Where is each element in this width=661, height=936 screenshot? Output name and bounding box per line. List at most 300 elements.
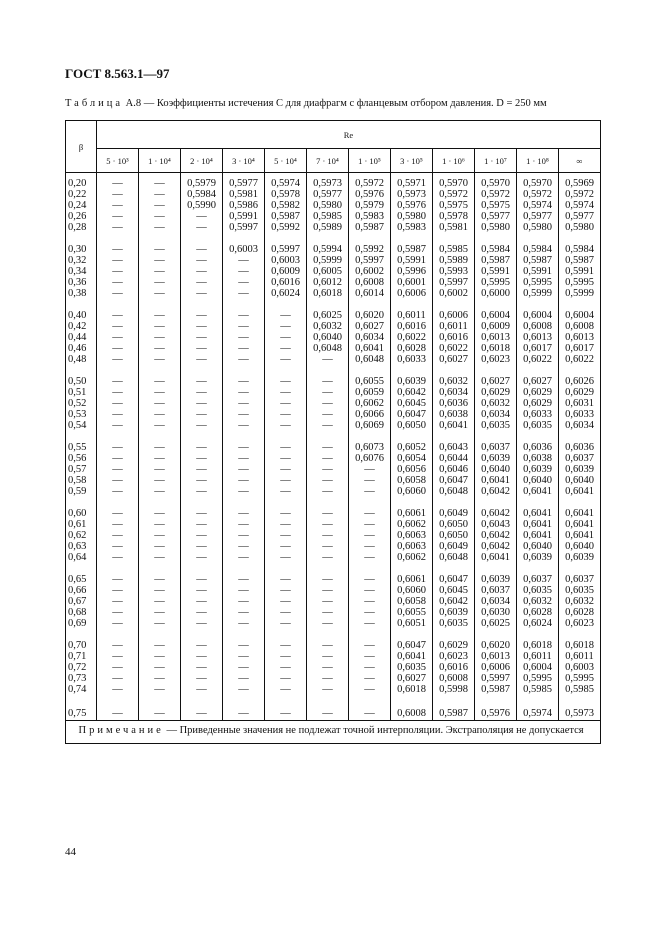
coefficient-cell: — [349, 486, 391, 497]
coefficient-cell: — [97, 673, 139, 684]
coefficient-cell: 0,5978 [433, 211, 475, 222]
coefficient-cell: 0,5987 [391, 244, 433, 255]
table-row [66, 464, 601, 475]
coefficient-cell: 0,5976 [349, 189, 391, 200]
spacer-cell [391, 233, 433, 244]
coefficient-cell: 0,6026 [559, 376, 601, 387]
spacer-cell [139, 629, 181, 640]
coefficient-cell: — [97, 376, 139, 387]
coefficient-cell: — [349, 552, 391, 563]
re-column-header: 3 · 10⁴ [223, 149, 265, 173]
coefficient-cell: — [349, 706, 391, 721]
coefficient-cell: 0,5997 [475, 673, 517, 684]
coefficient-cell: 0,6023 [433, 651, 475, 662]
spacer-cell [517, 365, 559, 376]
coefficient-cell: 0,6034 [475, 596, 517, 607]
coefficient-cell: — [139, 541, 181, 552]
coefficient-cell: 0,6041 [559, 508, 601, 519]
table-row [66, 387, 601, 398]
table-row [66, 508, 601, 519]
coefficient-cell: — [97, 420, 139, 431]
coefficient-cell: — [139, 420, 181, 431]
coefficient-cell: — [307, 640, 349, 651]
coefficient-cell: 0,6027 [349, 321, 391, 332]
coefficient-cell: — [349, 541, 391, 552]
coefficient-cell: 0,6000 [475, 288, 517, 299]
spacer-cell [307, 629, 349, 640]
coefficient-cell: 0,6059 [349, 387, 391, 398]
coefficient-cell: — [223, 343, 265, 354]
coefficient-cell: — [181, 255, 223, 266]
spacer-cell [391, 365, 433, 376]
coefficient-cell: — [223, 475, 265, 486]
coefficient-cell: 0,6016 [433, 662, 475, 673]
coefficient-cell: 0,5996 [391, 266, 433, 277]
coefficient-cell: 0,5985 [559, 684, 601, 695]
coefficient-cell: 0,6027 [475, 376, 517, 387]
coefficient-cell: — [181, 277, 223, 288]
coefficient-cell: — [181, 244, 223, 255]
coefficient-cell: 0,5982 [265, 200, 307, 211]
coefficient-cell: — [139, 453, 181, 464]
coefficient-cell: 0,6039 [475, 453, 517, 464]
coefficient-cell: — [181, 387, 223, 398]
spacer-cell [97, 431, 139, 442]
spacer-cell [181, 497, 223, 508]
coefficient-cell: — [307, 398, 349, 409]
coefficient-cell: — [97, 541, 139, 552]
coefficient-cell: — [97, 398, 139, 409]
coefficient-cell: 0,6011 [517, 651, 559, 662]
beta-cell: 0,52 [66, 398, 97, 409]
coefficient-cell: 0,5984 [475, 244, 517, 255]
beta-cell: 0,20 [66, 178, 97, 189]
coefficient-cell: 0,6001 [391, 277, 433, 288]
coefficient-cell: 0,6006 [475, 662, 517, 673]
coefficient-cell: — [223, 607, 265, 618]
coefficient-cell: — [181, 618, 223, 629]
coefficient-cell: — [223, 464, 265, 475]
spacer-cell [307, 695, 349, 706]
coefficient-cell: 0,5983 [349, 211, 391, 222]
spacer-cell [223, 299, 265, 310]
spacer-cell [433, 563, 475, 574]
coefficient-cell: — [223, 662, 265, 673]
coefficient-cell: 0,6009 [265, 266, 307, 277]
coefficient-cell: — [265, 310, 307, 321]
coefficient-cell: 0,6035 [391, 662, 433, 673]
coefficient-cell: 0,5994 [307, 244, 349, 255]
coefficient-cell: 0,5974 [517, 200, 559, 211]
coefficient-cell: — [265, 706, 307, 721]
coefficient-cell: 0,6041 [559, 486, 601, 497]
coefficient-cell: 0,6050 [433, 530, 475, 541]
coefficient-cell: 0,6047 [433, 475, 475, 486]
re-column-header: 5 · 10⁴ [265, 149, 307, 173]
spacer-cell [181, 695, 223, 706]
table-row [66, 266, 601, 277]
coefficient-cell: 0,6022 [433, 343, 475, 354]
coefficient-cell: — [265, 530, 307, 541]
spacer-cell [349, 563, 391, 574]
caption-text: А.8 — Коэффициенты истечения C для диафрагм с фланцевым отбором давления. D = 250 мм [123, 98, 547, 109]
table-row [66, 398, 601, 409]
coefficient-cell: 0,5977 [475, 211, 517, 222]
coefficient-cell: 0,5980 [391, 211, 433, 222]
coefficient-cell: — [349, 530, 391, 541]
coefficient-cell: — [223, 310, 265, 321]
spacer-cell [559, 695, 601, 706]
coefficient-cell: — [97, 706, 139, 721]
coefficient-cell: — [181, 321, 223, 332]
coefficient-cell: — [97, 453, 139, 464]
coefficient-cell: — [97, 508, 139, 519]
coefficient-cell: — [139, 354, 181, 365]
beta-cell: 0,65 [66, 574, 97, 585]
coefficient-cell: — [307, 387, 349, 398]
coefficient-cell: — [349, 519, 391, 530]
coefficient-cell: — [307, 585, 349, 596]
coefficient-cell: — [139, 640, 181, 651]
coefficient-cell: — [349, 673, 391, 684]
coefficient-cell: 0,6062 [391, 519, 433, 530]
coefficient-cell: 0,5973 [559, 706, 601, 721]
beta-cell: 0,56 [66, 453, 97, 464]
coefficient-cell: 0,5977 [559, 211, 601, 222]
spacer-cell [307, 365, 349, 376]
coefficient-cell: 0,6062 [349, 398, 391, 409]
spacer-cell [66, 299, 97, 310]
spacer-cell [139, 563, 181, 574]
note-label: Примечание [78, 725, 164, 736]
coefficient-cell: — [307, 673, 349, 684]
coefficient-cell: — [139, 552, 181, 563]
coefficient-cell: 0,6058 [391, 475, 433, 486]
coefficient-cell: 0,6030 [475, 607, 517, 618]
spacer-cell [475, 299, 517, 310]
beta-cell: 0,67 [66, 596, 97, 607]
coefficient-cell: 0,6040 [559, 541, 601, 552]
spacer-cell [223, 629, 265, 640]
beta-cell: 0,54 [66, 420, 97, 431]
coefficient-cell: 0,6004 [517, 310, 559, 321]
coefficients-table [65, 120, 601, 744]
spacer-cell [139, 695, 181, 706]
coefficient-cell: 0,6062 [391, 552, 433, 563]
coefficient-cell: 0,6013 [475, 651, 517, 662]
spacer-cell [307, 233, 349, 244]
coefficient-cell: — [181, 486, 223, 497]
coefficient-cell: 0,5997 [433, 277, 475, 288]
spacer-cell [391, 299, 433, 310]
coefficient-cell: 0,5970 [517, 178, 559, 189]
coefficient-cell: — [223, 376, 265, 387]
spacer-cell [517, 563, 559, 574]
coefficient-cell: 0,5987 [475, 684, 517, 695]
coefficient-cell: — [223, 486, 265, 497]
coefficient-cell: — [265, 596, 307, 607]
coefficient-cell: — [181, 541, 223, 552]
spacer-cell [97, 299, 139, 310]
coefficient-cell: 0,6073 [349, 442, 391, 453]
coefficient-cell: 0,6013 [475, 332, 517, 343]
coefficient-cell: 0,5979 [349, 200, 391, 211]
coefficient-cell: — [97, 222, 139, 233]
coefficient-cell: 0,5973 [307, 178, 349, 189]
coefficient-cell: 0,6020 [475, 640, 517, 651]
beta-cell: 0,40 [66, 310, 97, 321]
spacer-cell [475, 431, 517, 442]
coefficient-cell: 0,6063 [391, 530, 433, 541]
coefficient-cell: 0,6042 [433, 596, 475, 607]
coefficient-cell: 0,6037 [559, 574, 601, 585]
coefficient-cell: — [139, 387, 181, 398]
note-text: — Приведенные значения не подлежат точной интерполяции. Экстраполяция не допускается [163, 725, 584, 736]
spacer-cell [223, 563, 265, 574]
coefficient-cell: 0,6018 [391, 684, 433, 695]
coefficient-cell: — [139, 222, 181, 233]
coefficient-cell: — [97, 684, 139, 695]
coefficient-cell: 0,6035 [559, 585, 601, 596]
coefficient-cell: 0,5992 [349, 244, 391, 255]
coefficient-cell: 0,6024 [517, 618, 559, 629]
spacer-cell [265, 299, 307, 310]
coefficient-cell: 0,6046 [433, 464, 475, 475]
coefficient-cell: — [139, 618, 181, 629]
spacer-cell [181, 365, 223, 376]
coefficient-cell: 0,5995 [559, 277, 601, 288]
coefficient-cell: — [265, 519, 307, 530]
spacer-cell [391, 563, 433, 574]
coefficient-cell: 0,6032 [517, 596, 559, 607]
coefficient-cell: 0,6016 [265, 277, 307, 288]
table-row [66, 409, 601, 420]
coefficient-cell: 0,6052 [391, 442, 433, 453]
coefficient-cell: — [307, 442, 349, 453]
coefficient-cell: 0,6042 [475, 541, 517, 552]
coefficient-cell: — [349, 596, 391, 607]
beta-cell: 0,44 [66, 332, 97, 343]
coefficient-cell: — [139, 409, 181, 420]
coefficient-cell: 0,5980 [307, 200, 349, 211]
coefficient-cell: 0,5974 [559, 200, 601, 211]
coefficient-cell: 0,6022 [559, 354, 601, 365]
beta-cell: 0,48 [66, 354, 97, 365]
coefficient-cell: 0,5991 [223, 211, 265, 222]
coefficient-cell: — [97, 343, 139, 354]
coefficient-cell: — [97, 552, 139, 563]
table-row [66, 420, 601, 431]
beta-cell: 0,58 [66, 475, 97, 486]
coefficient-cell: — [139, 310, 181, 321]
coefficient-cell: — [307, 530, 349, 541]
spacer-cell [181, 233, 223, 244]
coefficient-cell: 0,6034 [433, 387, 475, 398]
re-column-header: 7 · 10⁴ [307, 149, 349, 173]
coefficient-cell: 0,6049 [433, 508, 475, 519]
table-note [66, 721, 601, 744]
spacer-cell [139, 497, 181, 508]
coefficient-cell: 0,5972 [475, 189, 517, 200]
coefficient-cell: 0,6032 [559, 596, 601, 607]
coefficient-cell: — [223, 255, 265, 266]
beta-cell: 0,34 [66, 266, 97, 277]
coefficient-cell: — [181, 651, 223, 662]
coefficient-cell: — [223, 673, 265, 684]
table-row [66, 684, 601, 695]
coefficient-cell: — [97, 475, 139, 486]
coefficient-cell: 0,6018 [307, 288, 349, 299]
coefficient-cell: — [139, 189, 181, 200]
coefficient-cell: — [223, 684, 265, 695]
coefficient-cell: — [139, 475, 181, 486]
spacer-cell [139, 431, 181, 442]
spacer-cell [475, 233, 517, 244]
coefficient-cell: — [223, 541, 265, 552]
table-row [66, 541, 601, 552]
coefficient-cell: — [307, 464, 349, 475]
coefficient-cell: — [181, 288, 223, 299]
coefficient-cell: — [223, 288, 265, 299]
coefficient-cell: — [307, 607, 349, 618]
coefficient-cell: — [223, 706, 265, 721]
spacer-cell [559, 563, 601, 574]
coefficient-cell: 0,6040 [307, 332, 349, 343]
coefficient-cell: — [139, 607, 181, 618]
table-caption [65, 98, 547, 109]
table-row [66, 640, 601, 651]
coefficient-cell: — [181, 354, 223, 365]
coefficient-cell: 0,5995 [517, 277, 559, 288]
table-row [66, 651, 601, 662]
beta-cell: 0,30 [66, 244, 97, 255]
spacer-cell [349, 431, 391, 442]
coefficient-cell: 0,6003 [559, 662, 601, 673]
coefficient-cell: 0,5995 [517, 673, 559, 684]
coefficient-cell: 0,6042 [475, 530, 517, 541]
table-row [66, 673, 601, 684]
beta-cell: 0,60 [66, 508, 97, 519]
coefficient-cell: — [307, 541, 349, 552]
coefficient-cell: — [139, 530, 181, 541]
spacer-cell [349, 299, 391, 310]
spacer-cell [517, 695, 559, 706]
coefficient-cell: — [97, 486, 139, 497]
coefficient-cell: 0,6048 [433, 552, 475, 563]
coefficient-cell: 0,6009 [475, 321, 517, 332]
coefficient-cell: 0,6029 [475, 387, 517, 398]
coefficient-cell: 0,5977 [307, 189, 349, 200]
coefficient-cell: 0,6011 [433, 321, 475, 332]
beta-cell: 0,68 [66, 607, 97, 618]
spacer-cell [391, 431, 433, 442]
coefficient-cell: — [223, 420, 265, 431]
coefficient-cell: — [97, 409, 139, 420]
table-row [66, 552, 601, 563]
coefficient-cell: 0,5997 [223, 222, 265, 233]
coefficient-cell: 0,6069 [349, 420, 391, 431]
table-row [66, 288, 601, 299]
coefficient-cell: — [223, 387, 265, 398]
beta-cell: 0,28 [66, 222, 97, 233]
coefficient-cell: — [349, 574, 391, 585]
spacer-cell [139, 365, 181, 376]
table-row [66, 574, 601, 585]
coefficient-cell: — [139, 673, 181, 684]
coefficient-cell: 0,5984 [181, 189, 223, 200]
spacer-cell [517, 431, 559, 442]
coefficient-cell: — [223, 552, 265, 563]
beta-cell: 0,32 [66, 255, 97, 266]
coefficient-cell: — [307, 376, 349, 387]
coefficient-cell: — [181, 266, 223, 277]
coefficient-cell: — [349, 585, 391, 596]
coefficient-cell: 0,6003 [223, 244, 265, 255]
spacer-cell [97, 497, 139, 508]
coefficient-cell: 0,6040 [517, 475, 559, 486]
coefficient-cell: 0,6028 [391, 343, 433, 354]
coefficient-cell: 0,6041 [517, 519, 559, 530]
coefficient-cell: — [223, 277, 265, 288]
coefficient-cell: 0,5970 [475, 178, 517, 189]
coefficient-cell: — [181, 442, 223, 453]
table-row [66, 200, 601, 211]
coefficient-cell: — [139, 464, 181, 475]
coefficient-cell: 0,5980 [475, 222, 517, 233]
spacer-cell [517, 629, 559, 640]
coefficient-cell: 0,5991 [391, 255, 433, 266]
coefficient-cell: 0,5993 [433, 266, 475, 277]
coefficient-cell: — [139, 662, 181, 673]
coefficient-cell: — [223, 398, 265, 409]
table-row [66, 244, 601, 255]
coefficient-cell: 0,6054 [391, 453, 433, 464]
coefficient-cell: 0,5972 [349, 178, 391, 189]
beta-cell: 0,51 [66, 387, 97, 398]
coefficient-cell: — [139, 651, 181, 662]
coefficient-cell: — [349, 640, 391, 651]
coefficient-cell: 0,5972 [517, 189, 559, 200]
coefficient-cell: 0,6040 [475, 464, 517, 475]
coefficient-cell: — [97, 266, 139, 277]
coefficient-cell: — [223, 530, 265, 541]
coefficient-cell: 0,6008 [517, 321, 559, 332]
coefficient-cell: 0,5987 [559, 255, 601, 266]
spacer-cell [349, 695, 391, 706]
spacer-cell [66, 233, 97, 244]
coefficient-cell: — [265, 585, 307, 596]
coefficient-cell: 0,6043 [475, 519, 517, 530]
coefficient-cell: 0,6023 [475, 354, 517, 365]
coefficient-cell: 0,5980 [559, 222, 601, 233]
spacer-cell [265, 629, 307, 640]
coefficient-cell: — [265, 464, 307, 475]
beta-cell: 0,26 [66, 211, 97, 222]
table-row [66, 530, 601, 541]
spacer-cell [139, 233, 181, 244]
coefficient-cell: 0,6041 [517, 530, 559, 541]
table-row [66, 596, 601, 607]
coefficient-cell: 0,5971 [391, 178, 433, 189]
coefficient-cell: — [181, 464, 223, 475]
spacer-cell [223, 365, 265, 376]
coefficient-cell: — [265, 321, 307, 332]
coefficient-cell: — [181, 310, 223, 321]
beta-cell: 0,73 [66, 673, 97, 684]
coefficient-cell: 0,6002 [433, 288, 475, 299]
spacer-cell [517, 497, 559, 508]
coefficient-cell: 0,5995 [559, 673, 601, 684]
